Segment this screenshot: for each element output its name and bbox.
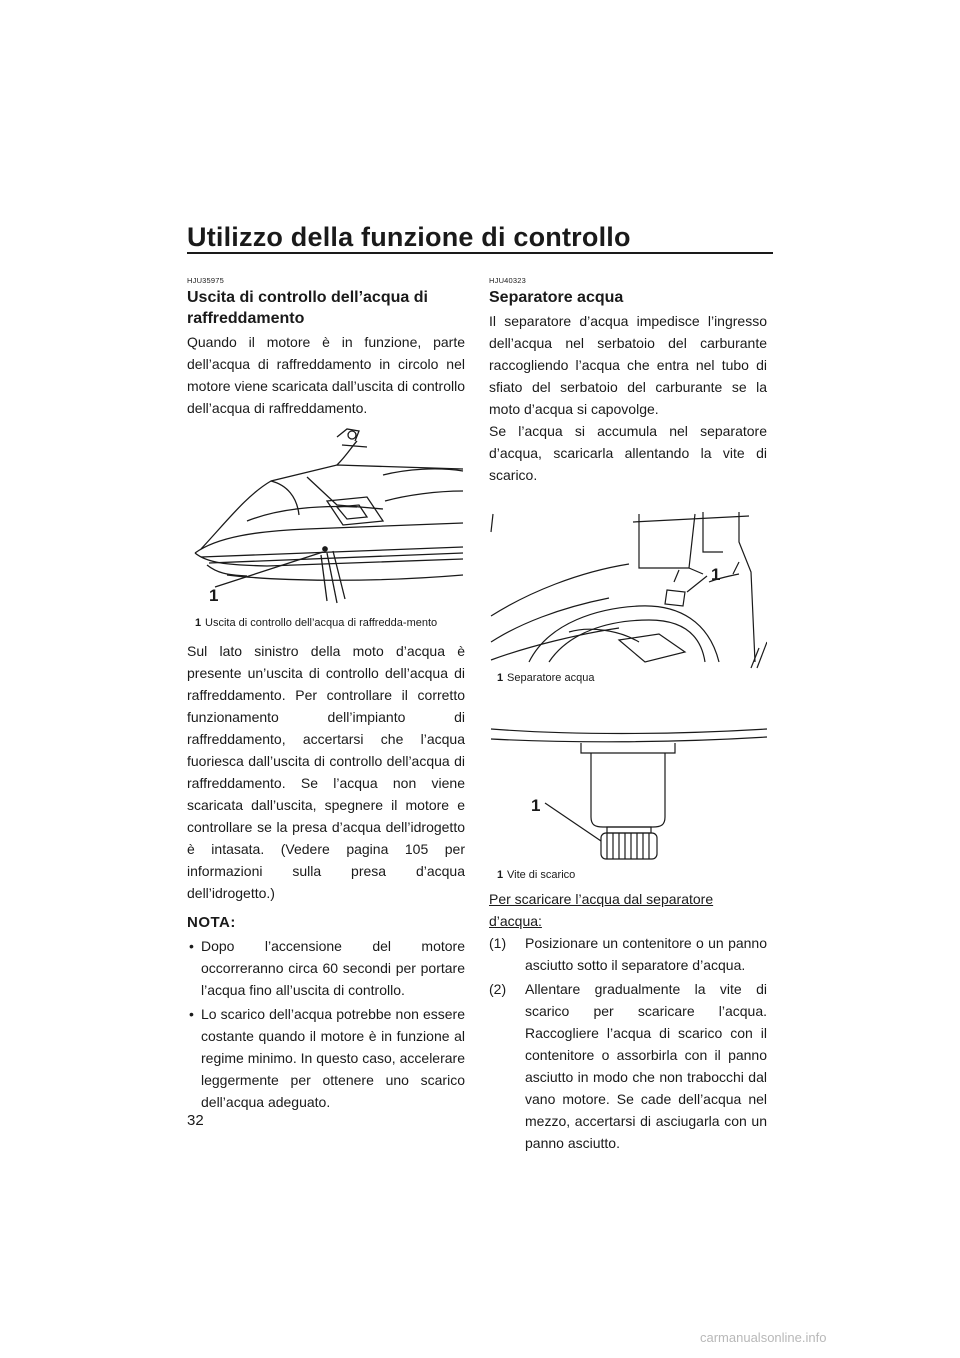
figure-callout-label: 1	[209, 586, 219, 605]
figure-callout-label: 1	[531, 796, 541, 815]
intro-paragraph: Quando il motore è in funzione, parte dell’acqua di raffreddamento in circolo nel motore viene scaricata dall’uscita di controllo dell’acqua di raffreddamento.	[187, 334, 465, 416]
drain-paragraph: Se l’acqua si accumula nel separatore d’acqua, scaricarla allentando la vite di scarico.	[489, 423, 767, 483]
figure-caption	[489, 672, 767, 685]
header-rule	[187, 252, 773, 254]
watermark: carmanualsonline.info	[700, 1330, 827, 1345]
drain-screw-figure	[489, 725, 767, 882]
step-number: (1)	[489, 935, 507, 951]
procedure-title: Per scaricare l’acqua dal separatore d’acqua:	[489, 891, 714, 929]
nota-heading: NOTA:	[187, 914, 236, 931]
caption-text: Uscita di controllo dell’acqua di raffredda-mento	[205, 617, 438, 629]
section-heading: Uscita di controllo dell’acqua di raffreddamento	[187, 289, 428, 327]
watercraft-figure	[187, 425, 465, 630]
nota-item	[187, 1003, 465, 1113]
figure-callout-label: 1	[711, 565, 721, 584]
nota-item	[187, 935, 465, 1001]
right-column	[489, 276, 767, 1156]
nota-item-text: Dopo l’accensione del motore occorreranno circa 60 secondi per portare l’acqua fino all’uscita di controllo.	[201, 938, 465, 998]
bullet-icon: •	[189, 938, 194, 954]
section-code: HJU40323	[489, 276, 527, 285]
nota-item-text: Lo scarico dell’acqua potrebbe non essere costante quando il motore è in funzione al regime minimo. In questo caso, accelerare leggermente per ottenere uno scarico dell’acqua adeguato.	[201, 1006, 465, 1110]
left-column	[187, 276, 465, 1115]
intro-paragraph: Il separatore d’acqua impedisce l’ingresso dell’acqua nel serbatoio del carburante raccogliendo l’acqua che entra nel tubo di sfiato del serbatoio del carburante se la moto d’acqua si capovolge.	[489, 313, 767, 417]
caption-number: 1	[497, 869, 504, 881]
procedure-step	[489, 978, 767, 1154]
drain-screw-illustration	[489, 725, 767, 867]
procedure-step	[489, 932, 767, 976]
watercraft-illustration	[187, 425, 465, 615]
page-header-title: Utilizzo della funzione di controllo	[187, 222, 631, 252]
separator-figure	[489, 512, 767, 685]
figure-caption	[489, 869, 767, 882]
caption-number: 1	[195, 617, 202, 629]
check-paragraph: Sul lato sinistro della moto d’acqua è presente un’uscita di controllo dell’acqua di raffreddamento. Per controllare il corretto funzionamento dell’impianto di raffreddamento, accertarsi che l’acqua fuoriesca dall’uscita di controllo dell’acqua di raffreddamento. Se l’acqua non viene scaricata dall’uscita, spegnere il motore e controllare se la presa d’acqua dell’idrogetto è intasata. (Vedere pagina 105 per informazioni sulla presa d’acqua dell’idrogetto.)	[187, 643, 465, 901]
step-number: (2)	[489, 981, 507, 997]
figure-caption	[187, 617, 465, 630]
step-text: Allentare gradualmente la vite di scarico per scaricare l’acqua. Raccogliere l’acqua di scarico con il contenitore o assorbirla con il panno asciutto in modo che non trabocchi dal vano motore. Se cade dell’acqua nel mezzo, accertarsi di asciugarla con un panno asciutto.	[525, 981, 767, 1151]
section-code: HJU35975	[187, 276, 225, 285]
step-text: Posizionare un contenitore o un panno asciutto sotto il separatore d’acqua.	[525, 935, 767, 973]
page-number: 32	[187, 1112, 204, 1129]
section-heading: Separatore acqua	[489, 289, 624, 306]
separator-illustration	[489, 512, 767, 670]
caption-text: Vite di scarico	[507, 869, 576, 881]
bullet-icon: •	[189, 1006, 194, 1022]
caption-number: 1	[497, 672, 504, 684]
caption-text: Separatore acqua	[507, 672, 595, 684]
